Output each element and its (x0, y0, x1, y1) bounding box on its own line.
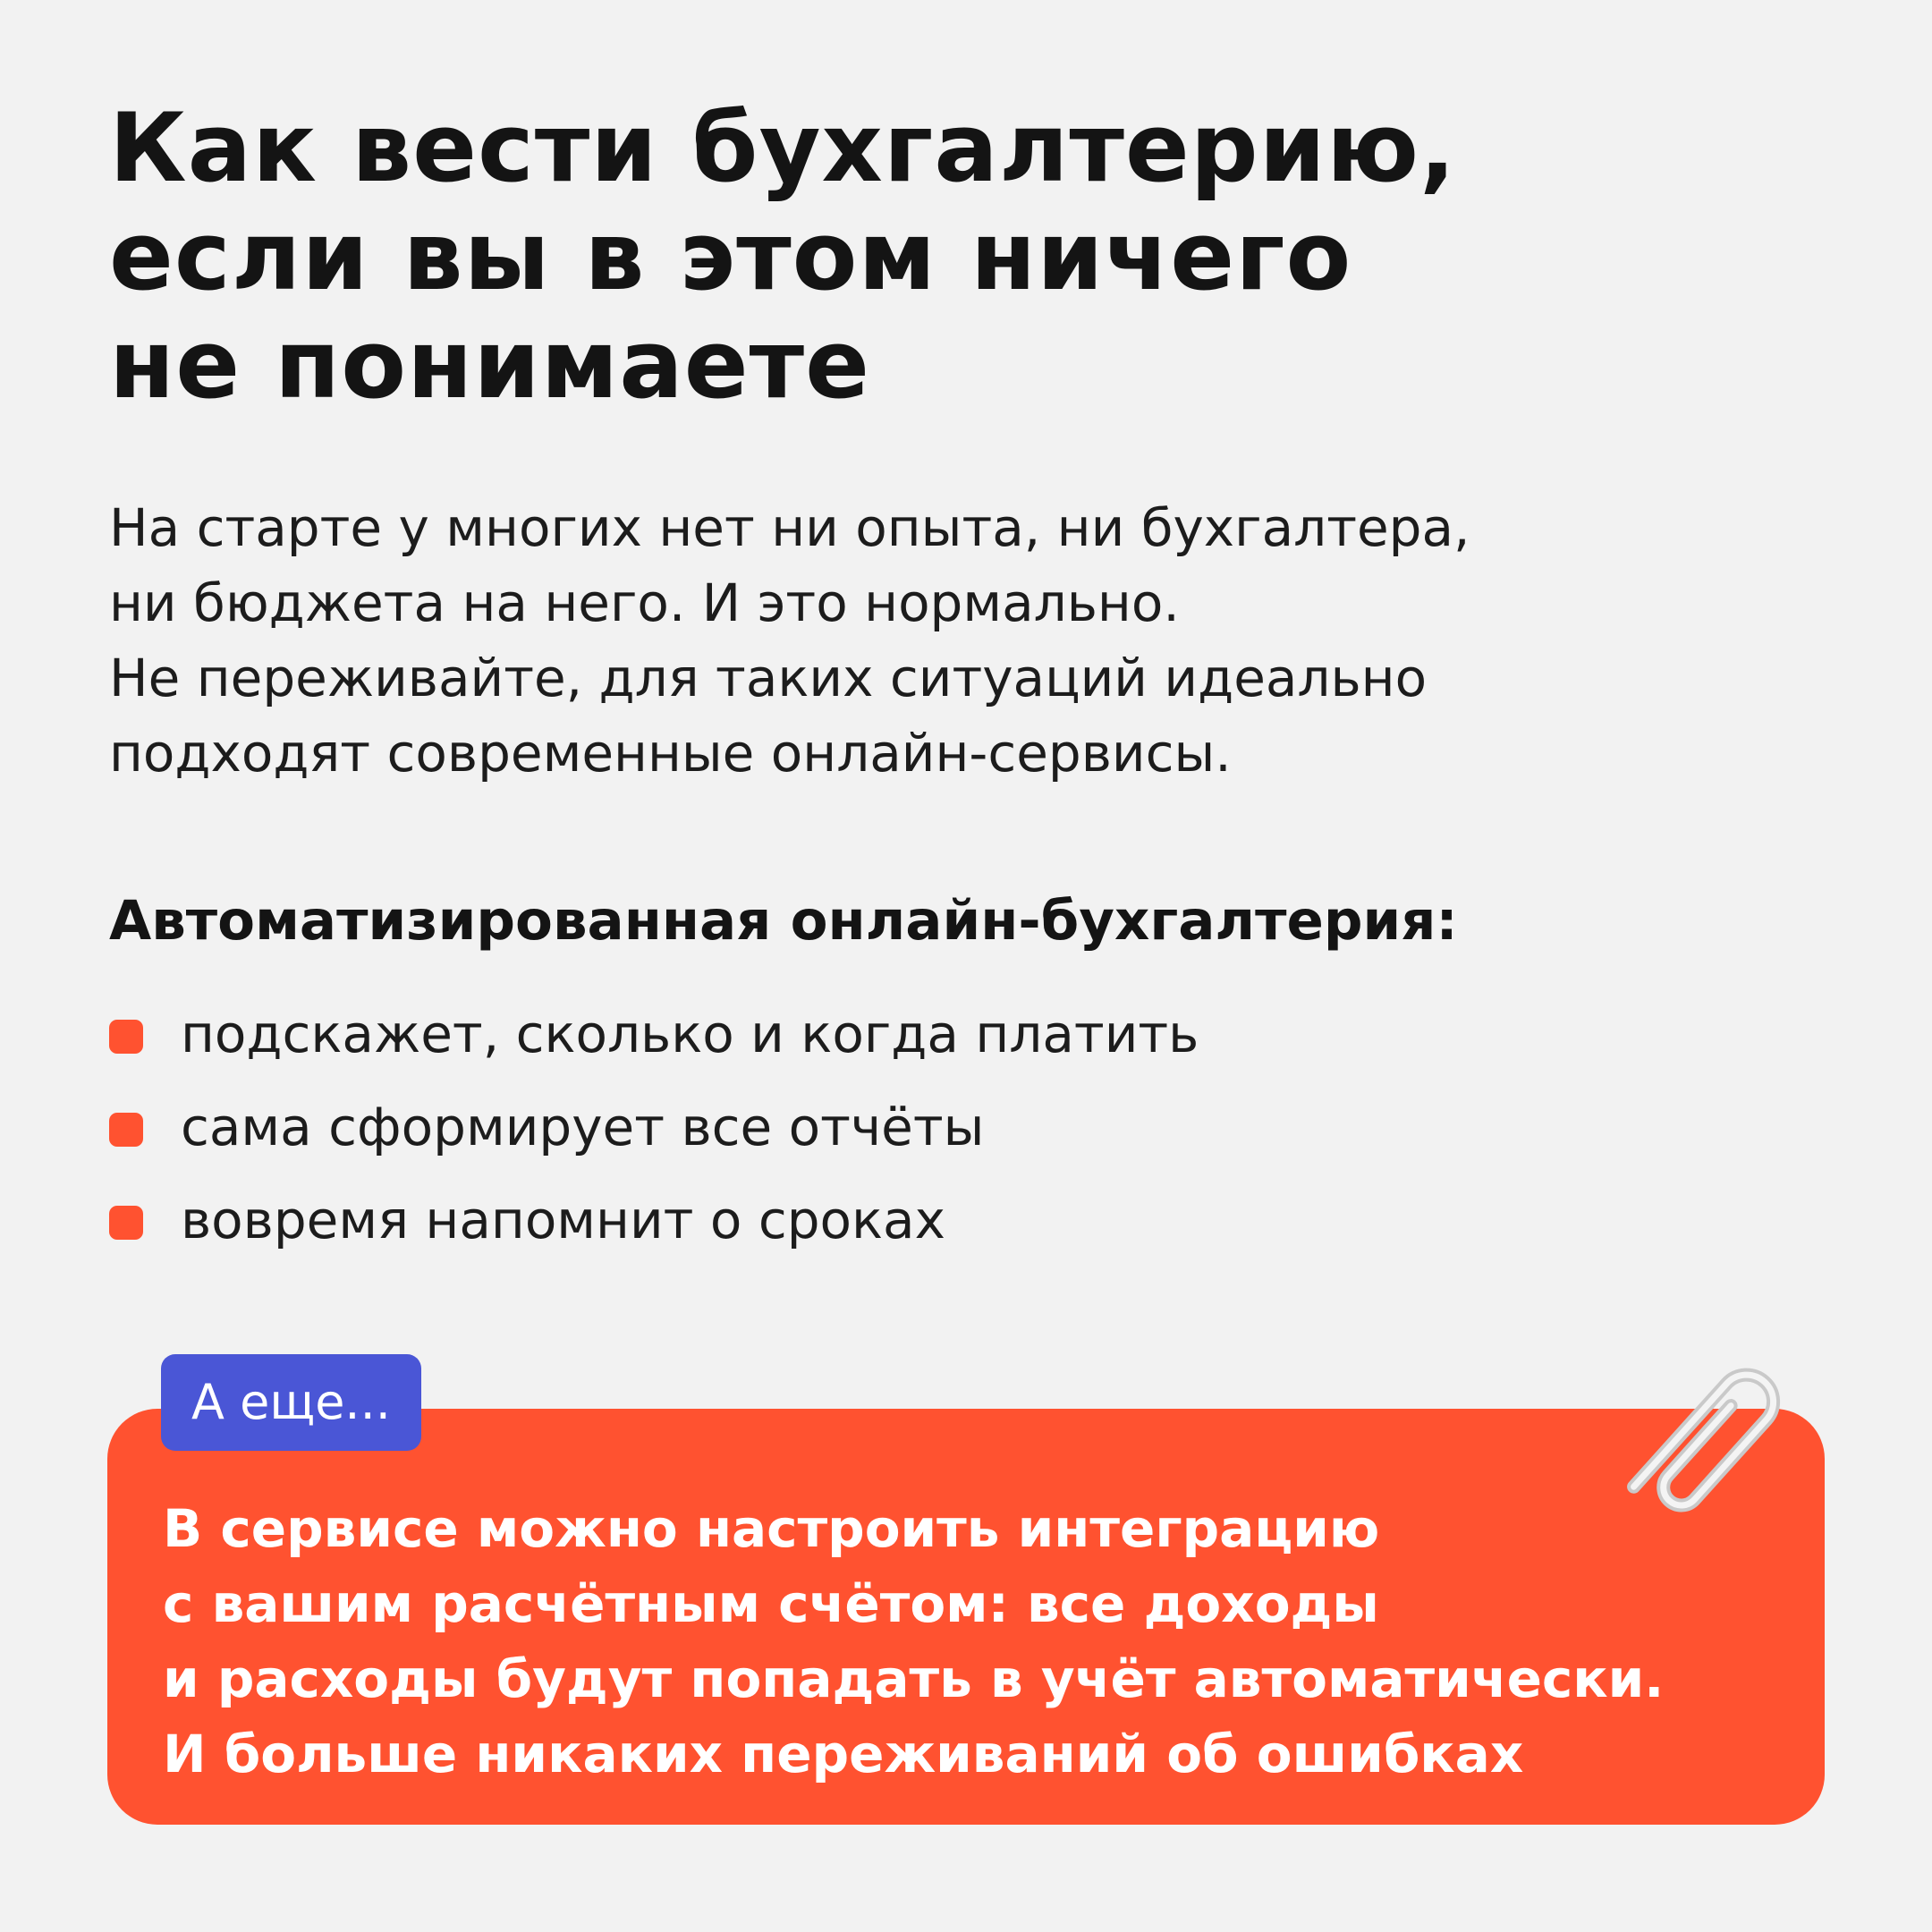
list-item-text: подскажет, сколько и когда платить (181, 1004, 1199, 1064)
intro-line: ни бюджета на него. И это нормально. (109, 572, 1180, 633)
section-heading: Автоматизированная онлайн-бухгалтерия: (109, 889, 1458, 953)
callout-line: и расходы будут попадать в учёт автоматически. (163, 1648, 1665, 1709)
title-line: если вы в этом ничего (109, 201, 1352, 311)
title-line: Как вести бухгалтерию, (109, 93, 1457, 203)
bullet-square-icon (109, 1206, 143, 1240)
paperclip-icon (1601, 1333, 1807, 1538)
list-item (109, 1091, 1199, 1184)
intro-paragraph (109, 490, 1809, 791)
callout-card (107, 1409, 1825, 1825)
callout-tag: А еще... (161, 1354, 421, 1451)
intro-line: На старте у многих нет ни опыта, ни бухгалтера, (109, 497, 1470, 558)
bullet-square-icon (109, 1113, 143, 1147)
callout-line: В сервисе можно настроить интеграцию (163, 1498, 1380, 1559)
feature-list (109, 998, 1199, 1277)
page-title (109, 94, 1719, 419)
callout-line: И больше никаких переживаний об ошибках (163, 1724, 1524, 1784)
list-item (109, 998, 1199, 1091)
list-item-text: вовремя напомнит о сроках (181, 1190, 945, 1250)
intro-line: подходят современные онлайн-сервисы. (109, 723, 1232, 784)
callout-text (163, 1491, 1773, 1792)
list-item-text: сама сформирует все отчёты (181, 1097, 985, 1157)
callout-line: с вашим расчётным счётом: все доходы (163, 1573, 1379, 1634)
title-line: не понимаете (109, 309, 870, 419)
intro-line: Не переживайте, для таких ситуаций идеально (109, 648, 1428, 708)
list-item (109, 1184, 1199, 1277)
bullet-square-icon (109, 1020, 143, 1054)
